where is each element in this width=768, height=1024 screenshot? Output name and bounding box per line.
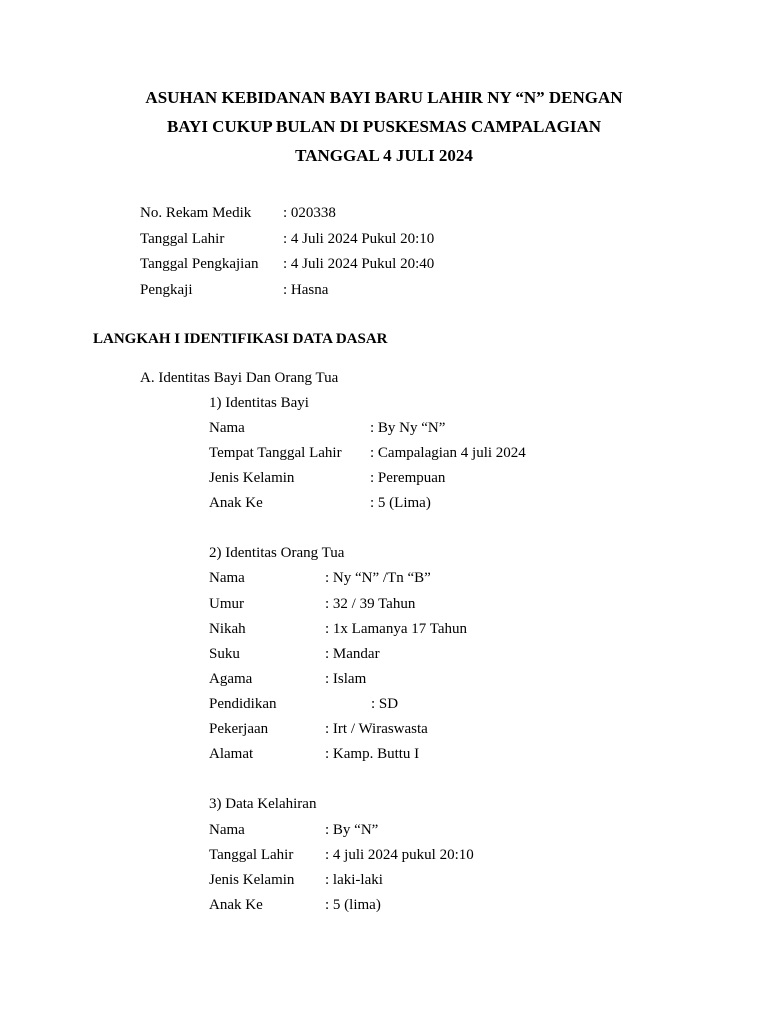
header-info-value: : 4 Juli 2024 Pukul 20:40 [283, 256, 435, 272]
header-info-label: Tanggal Lahir [140, 231, 225, 247]
field-value: : 32 / 39 Tahun [325, 596, 416, 612]
data-kelahiran-heading: 3) Data Kelahiran [209, 796, 317, 812]
identitas-bayi-heading: 1) Identitas Bayi [209, 395, 309, 411]
header-info-value: : 4 Juli 2024 Pukul 20:10 [283, 231, 435, 247]
field-label: Umur [209, 596, 244, 612]
header-info-label: Pengkaji [140, 282, 193, 298]
field-value: : Kamp. Buttu I [325, 746, 420, 762]
field-label: Suku [209, 646, 240, 662]
header-info-value: : 020338 [283, 205, 336, 221]
field-value: : laki-laki [325, 872, 383, 888]
document-title-line-2: BAYI CUKUP BULAN DI PUSKESMAS CAMPALAGIAN [166, 117, 601, 136]
field-label: Pendidikan [209, 696, 277, 712]
field-value: : By “N” [325, 822, 379, 838]
field-value: : SD [371, 696, 399, 712]
header-info-label: Tanggal Pengkajian [140, 256, 259, 272]
field-label: Jenis Kelamin [209, 872, 295, 888]
field-value: : Ny “N” /Tn “B” [325, 570, 431, 586]
field-label: Nikah [209, 621, 246, 637]
header-info-value: : Hasna [283, 282, 329, 298]
field-value: : Irt / Wiraswasta [325, 721, 428, 737]
field-label: Nama [209, 570, 245, 586]
field-label: Tanggal Lahir [209, 847, 294, 863]
document-title-line-1: ASUHAN KEBIDANAN BAYI BARU LAHIR NY “N” DENGAN [145, 88, 623, 107]
field-label: Anak Ke [209, 897, 263, 913]
header-info-label: No. Rekam Medik [140, 205, 252, 221]
field-label: Tempat Tanggal Lahir [209, 445, 342, 461]
field-label: Nama [209, 420, 245, 436]
field-label: Anak Ke [209, 495, 263, 511]
document-title-line-3: TANGGAL 4 JULI 2024 [295, 146, 473, 165]
subsection-heading-a: A. Identitas Bayi Dan Orang Tua [140, 370, 339, 386]
field-value: : Perempuan [370, 470, 446, 486]
field-value: : 5 (lima) [325, 897, 381, 913]
field-value: : Mandar [325, 646, 380, 662]
identitas-orang-tua-heading: 2) Identitas Orang Tua [209, 545, 345, 561]
field-label: Alamat [209, 746, 254, 762]
field-value: : 5 (Lima) [370, 495, 431, 511]
section-heading-langkah-1: LANGKAH I IDENTIFIKASI DATA DASAR [93, 331, 388, 347]
field-label: Nama [209, 822, 245, 838]
field-value: : By Ny “N” [370, 420, 446, 436]
field-label: Agama [209, 671, 253, 687]
field-value: : Campalagian 4 juli 2024 [370, 445, 526, 461]
field-value: : 1x Lamanya 17 Tahun [325, 621, 467, 637]
field-value: : 4 juli 2024 pukul 20:10 [325, 847, 474, 863]
field-label: Jenis Kelamin [209, 470, 295, 486]
field-label: Pekerjaan [209, 721, 269, 737]
field-value: : Islam [325, 671, 367, 687]
